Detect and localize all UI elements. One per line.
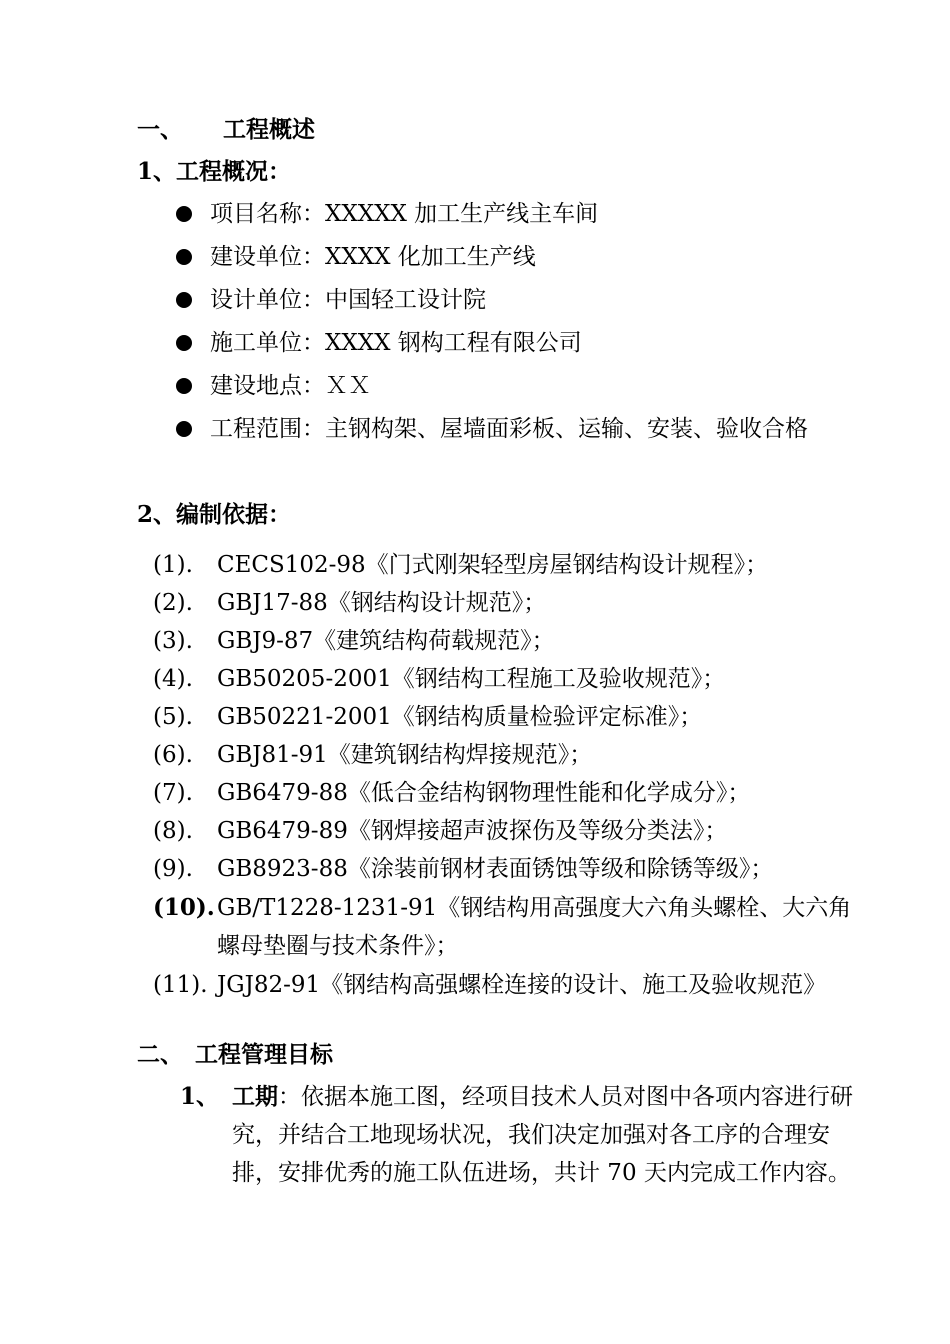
- subsection-heading-overview: 1、工程概况：: [137, 158, 292, 185]
- reference-text: CECS102-98《门式刚架轻型房屋钢结构设计规程》；: [217, 552, 769, 578]
- reference-text: GB/T1228-1231-91《钢结构用高强度大六角头螺栓、大六角螺母垫圈与技术条件》；: [217, 895, 852, 959]
- reference-text: GB50205-2001《钢结构工程施工及验收规范》；: [217, 666, 726, 692]
- reference-text: GB50221-2001《钢结构质量检验评定标准》；: [217, 704, 703, 730]
- goal-number: 1、: [180, 1083, 220, 1110]
- goal-colon: ：: [278, 1084, 301, 1110]
- goal-text-block: [232, 1078, 857, 1192]
- reference-number: (6).: [153, 742, 193, 768]
- section-heading-2: [137, 1040, 333, 1070]
- overview-item-text: 建设单位：XXXX 化加工生产线: [210, 244, 536, 270]
- section-title: 工程管理目标: [195, 1041, 333, 1068]
- reference-text: GB6479-89《钢焊接超声波探伤及等级分类法》；: [217, 818, 728, 844]
- reference-number: (1).: [153, 552, 193, 578]
- bullet-icon: [176, 206, 192, 222]
- reference-number: (11).: [153, 972, 208, 998]
- reference-text: JGJ82-91《钢结构高强螺栓连接的设计、施工及验收规范》: [217, 972, 827, 998]
- subsection-heading-basis: 2、编制依据：: [137, 501, 292, 528]
- reference-number: (2).: [153, 590, 193, 616]
- reference-number: (5).: [153, 704, 193, 730]
- reference-number: (8).: [153, 818, 193, 844]
- goal-label: 工期: [232, 1083, 278, 1110]
- overview-item-text: 建设地点：ＸＸ: [210, 373, 371, 399]
- reference-text: GBJ17-88《钢结构设计规范》；: [217, 590, 547, 616]
- bullet-icon: [176, 378, 192, 394]
- reference-text: GB6479-88《低合金结构钢物理性能和化学成分》；: [217, 780, 751, 806]
- overview-item-text: 项目名称：XXXXX 加工生产线主车间: [210, 201, 599, 227]
- overview-item-text: 工程范围：主钢构架、屋墙面彩板、运输、安装、验收合格: [210, 416, 808, 442]
- overview-item-text: 施工单位：XXXX 钢构工程有限公司: [210, 330, 582, 356]
- section-number: 二、: [137, 1041, 183, 1068]
- bullet-icon: [176, 249, 192, 265]
- section-number: 一、: [137, 116, 183, 143]
- bullet-icon: [176, 335, 192, 351]
- section-title: 工程概述: [223, 116, 315, 143]
- reference-number: (3).: [153, 628, 193, 654]
- bullet-icon: [176, 421, 192, 437]
- overview-item-text: 设计单位：中国轻工设计院: [210, 287, 486, 313]
- reference-text: GBJ9-87《建筑结构荷载规范》；: [217, 628, 555, 654]
- reference-number: (9).: [153, 856, 193, 882]
- goal-description: 依据本施工图，经项目技术人员对图中各项内容进行研究，并结合工地现场状况，我们决定加强对各工序的合理安排，安排优秀的施工队伍进场，共计 70 天内完成工作内容。: [232, 1084, 853, 1186]
- reference-number: (4).: [153, 666, 193, 692]
- section-heading-1: [137, 115, 315, 145]
- reference-text: GBJ81-91《建筑钢结构焊接规范》；: [217, 742, 593, 768]
- reference-number: (10).: [153, 894, 215, 921]
- reference-text: GB8923-88《涂装前钢材表面锈蚀等级和除锈等级》；: [217, 856, 774, 882]
- bullet-icon: [176, 292, 192, 308]
- reference-number: (7).: [153, 780, 193, 806]
